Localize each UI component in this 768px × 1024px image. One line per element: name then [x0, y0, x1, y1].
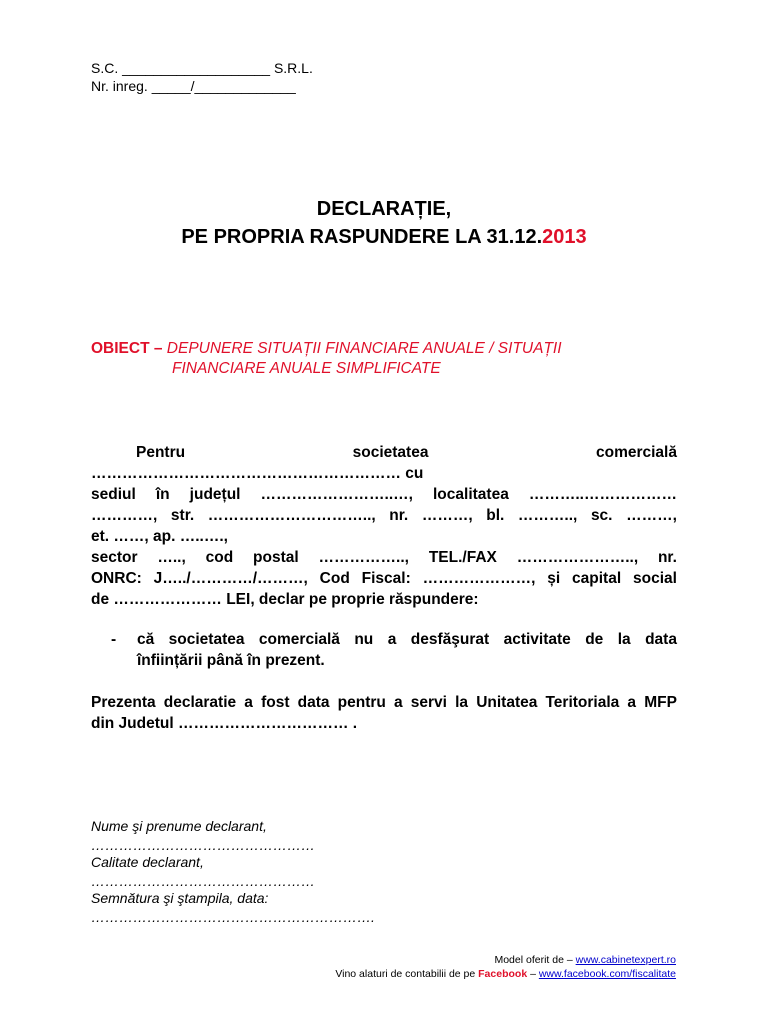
bullet-marker: -	[111, 631, 117, 648]
role-dots: …………………………………………	[91, 873, 315, 889]
body-row-8: de ………………… LEI, declar pe proprie răspundere:	[91, 591, 479, 608]
footer-model-line: Model oferit de – www.cabinetexpert.ro	[494, 954, 676, 966]
object-section	[91, 339, 562, 358]
name-dots: …………………………………………	[91, 837, 315, 853]
company-line: S.C. ___________________ S.R.L.	[91, 60, 313, 76]
bullet-row-2: înființării până în prezent.	[137, 652, 325, 669]
signature-dots: …………………………………………………….	[91, 909, 375, 925]
name-label: Nume şi prenume declarant,	[91, 818, 267, 834]
mfp-row-1: Prezenta declaratie a fost data pentru a servi la Unitatea Teritoriala a MFP	[91, 694, 677, 711]
document-title: DECLARAȚIE,	[316, 198, 452, 220]
registration-line: Nr. inreg. _____/_____________	[91, 78, 296, 94]
bullet-row-1: că societatea comercială nu a desfăşurat activitate de la data	[137, 631, 677, 648]
role-label: Calitate declarant,	[91, 854, 204, 870]
object-line-1: DEPUNERE SITUAȚII FINANCIARE ANUALE / SITUAȚII	[166, 340, 562, 357]
body-row-6: sector ….., cod postal …………….., TEL./FAX ………………….., nr.	[91, 549, 677, 566]
body-row-2: …………………………………………………… cu	[91, 465, 424, 482]
facebook-label: Facebook	[478, 968, 528, 980]
body-row-5: et. ……, ap. …..….,	[91, 528, 228, 545]
cabinetexpert-link[interactable]: www.cabinetexpert.ro	[575, 954, 676, 966]
body-row-4: …………, str. ………………………….., nr. ………, bl. ……….., sc. ………,	[91, 507, 677, 524]
facebook-link[interactable]: www.facebook.com/fiscalitate	[538, 968, 676, 980]
signature-label: Semnătura şi ştampila, data:	[91, 890, 269, 906]
body-row-1: Pentru societatea comercială	[136, 444, 677, 461]
footer-facebook-line: Vino alaturi de contabilii de pe Facebook – www.facebook.com/fiscalitate	[335, 968, 676, 980]
document-subtitle	[0, 224, 768, 251]
mfp-row-2: din Judetul …………………………… .	[91, 715, 358, 732]
subtitle-text: PE PROPRIA RASPUNDERE LA 31.12.	[181, 226, 543, 248]
object-line-2: FINANCIARE ANUALE SIMPLIFICATE	[172, 360, 441, 377]
subtitle-year: 2013	[542, 226, 587, 248]
body-row-7: ONRC: J…../…………/………, Cod Fiscal: …………………, și capital social	[91, 570, 677, 587]
object-label: OBIECT –	[91, 340, 163, 357]
body-row-3: sediul în județul ……………………..…, localitatea ………..………………	[91, 486, 677, 503]
